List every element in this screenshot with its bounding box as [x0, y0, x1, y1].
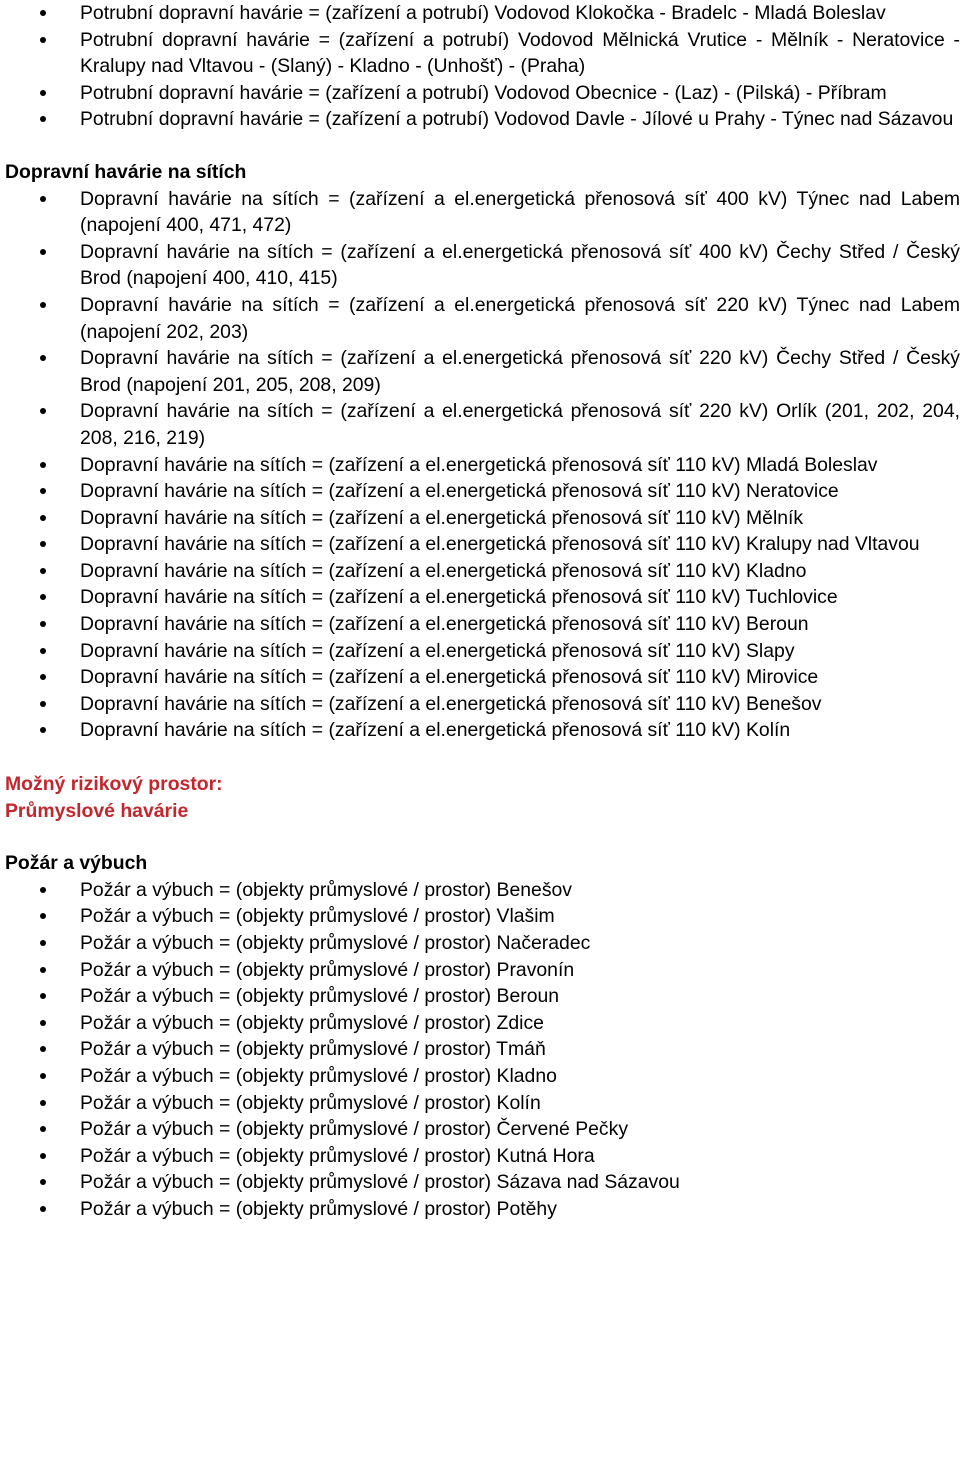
list-item [0, 1116, 960, 1143]
risk-area-label: Možný rizikový prostor: [5, 773, 223, 796]
list-item [0, 903, 960, 930]
list-item [0, 1196, 960, 1223]
section-heading-fire-explosion: Požár a výbuch [5, 852, 148, 875]
list-item-text: Dopravní havárie na sítích = (zařízení a el.energetická přenosová síť 110 kV) Beroun [80, 613, 809, 636]
bullet-icon [40, 1153, 46, 1159]
bullet-icon [40, 940, 46, 946]
bullet-icon [40, 1073, 46, 1079]
bullet-icon [40, 408, 46, 414]
risk-category-label: Průmyslové havárie [5, 799, 189, 822]
list-item-text: Dopravní havárie na sítích = (zařízení a el.energetická přenosová síť 110 kV) Tuchlovice [80, 586, 838, 609]
list-item [0, 1169, 960, 1196]
list-item [0, 1143, 960, 1170]
list-item-text: Požár a výbuch = (objekty průmyslové / prostor) Beroun [80, 985, 560, 1008]
bullet-icon [40, 1126, 46, 1132]
list-item-text: Požár a výbuch = (objekty průmyslové / prostor) Vlašim [80, 905, 555, 928]
list-item [0, 478, 960, 505]
list-item [0, 638, 960, 665]
list-item-text: Požár a výbuch = (objekty průmyslové / prostor) Kolín [80, 1091, 541, 1114]
list-item-text: Dopravní havárie na sítích = (zařízení a el.energetická přenosová síť 110 kV) Kralupy nad Vltavou [80, 533, 920, 556]
list-item [0, 239, 960, 292]
list-item [0, 531, 960, 558]
list-item-text: Dopravní havárie na sítích = (zařízení a el.energetická přenosová síť 110 kV) Kolín [80, 719, 791, 742]
list-item-text: Dopravní havárie na sítích = (zařízení a el.energetická přenosová síť 220 kV) Orlík (201, 202, 204, 208, 216, 219) [80, 400, 960, 449]
bullet-icon [40, 648, 46, 654]
bullet-icon [40, 249, 46, 255]
bullet-icon [40, 462, 46, 468]
list-item-text: Dopravní havárie na sítích = (zařízení a el.energetická přenosová síť 110 kV) Kladno [80, 559, 807, 582]
bullet-icon [40, 302, 46, 308]
bullet-icon [40, 355, 46, 361]
list-item-text: Potrubní dopravní havárie = (zařízení a potrubí) Vodovod Klokočka - Bradelc - Mladá Boleslav [80, 2, 886, 24]
list-item-text: Dopravní havárie na sítích = (zařízení a el.energetická přenosová síť 110 kV) Benešov [80, 692, 822, 715]
section-heading-network-accidents: Dopravní havárie na sítích [5, 160, 247, 183]
list-item [0, 1010, 960, 1037]
bullet-icon [40, 10, 46, 16]
list-item [0, 983, 960, 1010]
list-item [0, 1090, 960, 1117]
list-item-text: Požár a výbuch = (objekty průmyslové / prostor) Tmáň [80, 1038, 546, 1061]
list-item-text: Požár a výbuch = (objekty průmyslové / prostor) Potěhy [80, 1197, 557, 1220]
list-item-text: Dopravní havárie na sítích = (zařízení a el.energetická přenosová síť 110 kV) Mirovice [80, 666, 819, 689]
list-item [0, 505, 960, 532]
bullet-icon [40, 727, 46, 733]
bullet-icon [40, 515, 46, 521]
bullet-icon [40, 967, 46, 973]
bullet-icon [40, 90, 46, 96]
bullet-icon [40, 913, 46, 919]
fire-explosion-list [0, 877, 960, 1223]
list-item-text: Požár a výbuch = (objekty průmyslové / prostor) Pravonín [80, 958, 575, 981]
list-item [0, 345, 960, 398]
list-item-text: Dopravní havárie na sítích = (zařízení a el.energetická přenosová síť 110 kV) Slapy [80, 639, 795, 662]
list-item-text: Potrubní dopravní havárie = (zařízení a potrubí) Vodovod Obecnice - (Laz) - (Pilská) - Příbram [80, 81, 887, 104]
list-item-text: Potrubní dopravní havárie = (zařízení a potrubí) Vodovod Davle - Jílové u Prahy - Týnec nad Sázavou [80, 108, 954, 131]
list-item [0, 957, 960, 984]
list-item-text: Požár a výbuch = (objekty průmyslové / prostor) Kladno [80, 1064, 557, 1087]
bullet-icon [40, 1206, 46, 1212]
list-item [0, 1063, 960, 1090]
list-item [0, 106, 960, 133]
bullet-icon [40, 1100, 46, 1106]
bullet-icon [40, 701, 46, 707]
bullet-icon [40, 488, 46, 494]
list-item-text: Požár a výbuch = (objekty průmyslové / prostor) Sázava nad Sázavou [80, 1171, 680, 1194]
list-item-text: Dopravní havárie na sítích = (zařízení a el.energetická přenosová síť 110 kV) Mělník [80, 506, 804, 529]
list-item-text: Dopravní havárie na sítích = (zařízení a el.energetická přenosová síť 400 kV) Týnec nad Labem (napojení 400, 471, 472) [80, 187, 960, 237]
bullet-icon [40, 1046, 46, 1052]
list-item [0, 398, 960, 451]
network-accident-list [0, 186, 960, 744]
list-item [0, 877, 960, 904]
list-item-text: Dopravní havárie na sítích = (zařízení a el.energetická přenosová síť 400 kV) Čechy Střed / Český Brod (napojení 400, 410, 415) [80, 240, 960, 290]
list-item-text: Požár a výbuch = (objekty průmyslové / prostor) Červené Pečky [80, 1118, 629, 1141]
list-item [0, 292, 960, 345]
list-item-text: Potrubní dopravní havárie = (zařízení a potrubí) Vodovod Mělnická Vrutice - Mělník - Neratovice - Kralupy nad Vltavou - (Slaný) - Kladno - (Unhošť) - (Praha) [80, 28, 960, 78]
list-item [0, 452, 960, 479]
list-item [0, 558, 960, 585]
list-item-text: Dopravní havárie na sítích = (zařízení a el.energetická přenosová síť 220 kV) Týnec nad Labem (napojení 202, 203) [80, 293, 960, 343]
list-item-text: Dopravní havárie na sítích = (zařízení a el.energetická přenosová síť 110 kV) Neratovice [80, 480, 839, 503]
list-item [0, 664, 960, 691]
list-item-text: Požár a výbuch = (objekty průmyslové / prostor) Načeradec [80, 932, 591, 954]
list-item [0, 1036, 960, 1063]
bullet-icon [40, 887, 46, 893]
bullet-icon [40, 621, 46, 627]
list-item [0, 584, 960, 611]
bullet-icon [40, 568, 46, 574]
list-item [0, 930, 960, 957]
list-item [0, 80, 960, 107]
list-item [0, 611, 960, 638]
bullet-icon [40, 37, 46, 43]
list-item [0, 27, 960, 80]
list-item [0, 717, 960, 744]
bullet-icon [40, 1020, 46, 1026]
list-item-text: Požár a výbuch = (objekty průmyslové / prostor) Kutná Hora [80, 1144, 595, 1167]
bullet-icon [40, 196, 46, 202]
list-item [0, 186, 960, 239]
bullet-icon [40, 116, 46, 122]
pipeline-accident-list [0, 0, 960, 133]
list-item [0, 0, 960, 27]
bullet-icon [40, 541, 46, 547]
list-item-text: Dopravní havárie na sítích = (zařízení a el.energetická přenosová síť 220 kV) Čechy Střed / Český Brod (napojení 201, 205, 208, 209) [80, 347, 960, 396]
list-item-text: Požár a výbuch = (objekty průmyslové / prostor) Benešov [80, 878, 572, 901]
list-item [0, 691, 960, 718]
bullet-icon [40, 674, 46, 680]
list-item-text: Dopravní havárie na sítích = (zařízení a el.energetická přenosová síť 110 kV) Mladá Boleslav [80, 453, 878, 476]
bullet-icon [40, 993, 46, 999]
bullet-icon [40, 1179, 46, 1185]
bullet-icon [40, 594, 46, 600]
list-item-text: Požár a výbuch = (objekty průmyslové / prostor) Zdice [80, 1011, 544, 1034]
